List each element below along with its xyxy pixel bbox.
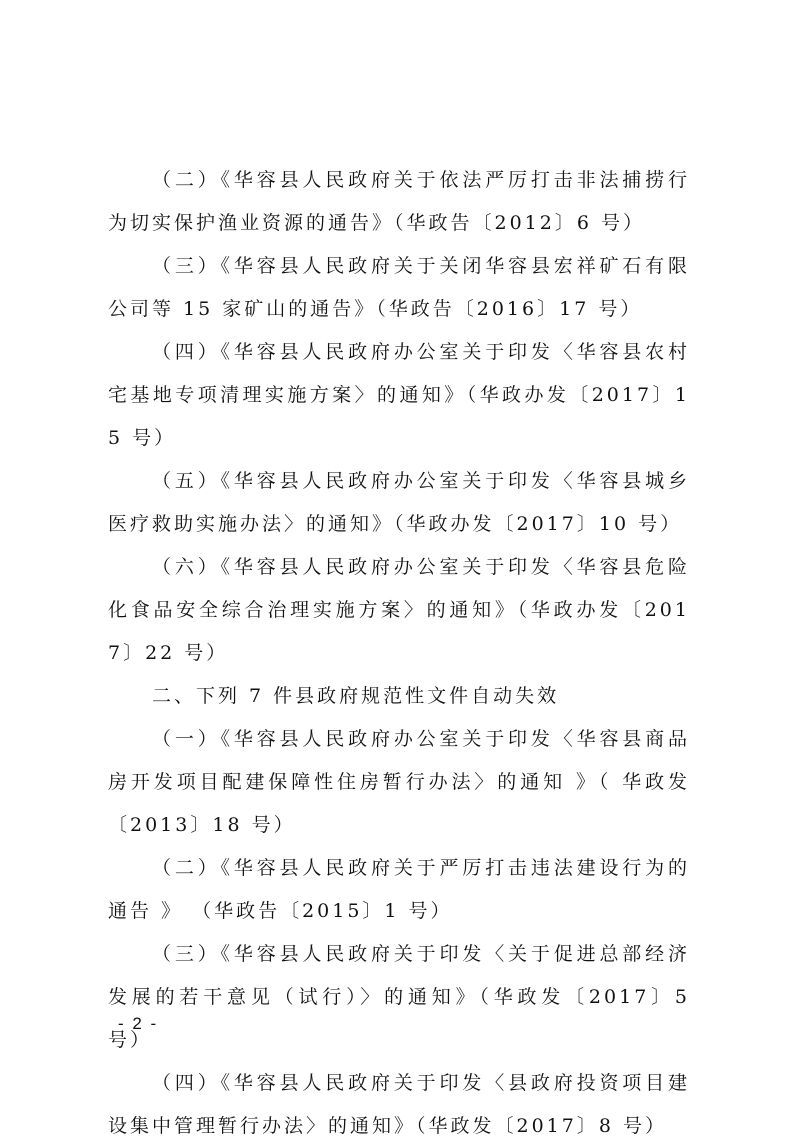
list-item: （二）《华容县人民政府关于依法严厉打击非法捕捞行为切实保护渔业资源的通告》（华政告〔2012〕6 号） [108, 169, 690, 234]
document-body [108, 159, 690, 1148]
list-item: （二）《华容县人民政府关于严厉打击违法建设行为的通告 》 （华政告〔2015〕1 号） [108, 857, 690, 922]
page-number: - 2 - [118, 1014, 159, 1033]
list-item: （四）《华容县人民政府关于印发〈县政府投资项目建设集中管理暂行办法〉的通知》（华政发〔2017〕8 号） [108, 1072, 690, 1137]
list-item: （三）《华容县人民政府关于印发〈关于促进总部经济发展的若干意见（试行）〉的通知》（华政发〔2017〕5 号） [108, 943, 690, 1051]
list-item: （四）《华容县人民政府办公室关于印发〈华容县农村宅基地专项清理实施方案〉的通知》（华政办发〔2017〕15 号） [108, 341, 690, 449]
section-heading: 二、下列 7 件县政府规范性文件自动失效 [152, 685, 560, 707]
list-item: （一）《华容县人民政府办公室关于印发〈华容县商品房开发项目配建保障性住房暂行办法〉的通知 》（ 华政发〔2013〕18 号） [108, 728, 690, 836]
list-item: （六）《华容县人民政府办公室关于印发〈华容县危险化食品安全综合治理实施方案〉的通知》（华政办发〔2017〕22 号） [108, 556, 690, 664]
list-item: （三）《华容县人民政府关于关闭华容县宏祥矿石有限公司等 15 家矿山的通告》（华政告〔2016〕17 号） [108, 255, 690, 320]
list-item: （五）《华容县人民政府办公室关于印发〈华容县城乡医疗救助实施办法〉的通知》（华政办发〔2017〕10 号） [108, 470, 690, 535]
